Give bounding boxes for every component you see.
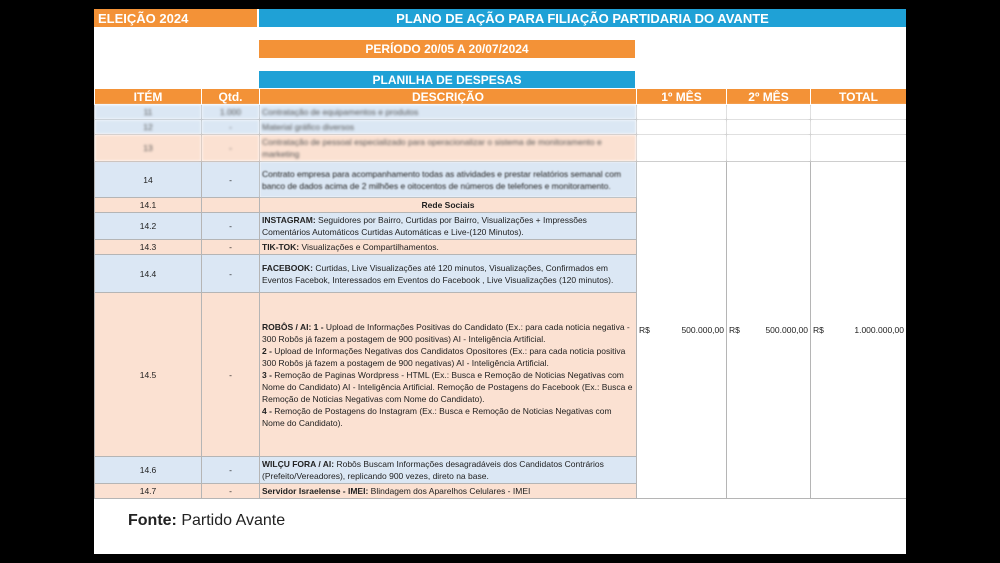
cell-item: 14.6: [95, 457, 202, 484]
desc-label: INSTAGRAM:: [262, 215, 316, 225]
cell-desc: [260, 484, 637, 499]
cell-item: 14.2: [95, 213, 202, 240]
cell-month1: [637, 162, 727, 499]
table-row: [95, 105, 907, 120]
cell-desc: Contratação de pessoal especializado para operacionalizar o sistema de monitoramento e marketing: [260, 135, 637, 162]
cell-desc: [260, 240, 637, 255]
desc-label: WILÇU FORA / AI:: [262, 459, 335, 469]
month1-value: 500.000,00: [681, 325, 724, 335]
currency-symbol: R$: [813, 325, 824, 335]
desc-paragraph-4: [262, 405, 634, 429]
cell-qty: 1.000: [202, 105, 260, 120]
cell-item: 14.1: [95, 198, 202, 213]
desc-paragraph-2: [262, 345, 634, 369]
source-label: Fonte:: [128, 512, 177, 529]
cell-item: 14.3: [95, 240, 202, 255]
cell-desc: Material gráfico diversos: [260, 120, 637, 135]
cell-desc: Contratação de equipamentos e produtos: [260, 105, 637, 120]
col-month2: 2º MÊS: [727, 89, 811, 105]
cell-item: 14.7: [95, 484, 202, 499]
expenses-table: [94, 88, 906, 499]
desc-label: Servidor Israelense - IMEI:: [262, 486, 369, 496]
col-month1: 1º MÊS: [637, 89, 727, 105]
cell-qty: -: [202, 120, 260, 135]
col-description: DESCRIÇÃO: [260, 89, 637, 105]
cell-month1: [637, 105, 727, 120]
table-row: [95, 120, 907, 135]
cell-item: 13: [95, 135, 202, 162]
spreadsheet-document: [94, 9, 906, 554]
source-caption: [128, 512, 285, 530]
currency-symbol: R$: [639, 325, 650, 335]
desc-label: FACEBOOK:: [262, 262, 313, 273]
cell-month2: [727, 105, 811, 120]
cell-total: [811, 105, 907, 120]
cell-qty: -: [202, 135, 260, 162]
desc-text: Robôs Buscam Informações desagradáveis dos Candidatos Contrários (Prefeito/Vereadores), replicando 900 vezes, direto na base.: [262, 459, 604, 481]
cell-qty: [202, 198, 260, 213]
desc-text: Blindagem dos Aparelhos Celulares - IMEI: [368, 486, 531, 496]
cell-desc: [260, 213, 637, 240]
election-title: ELEIÇÃO 2024: [94, 9, 257, 27]
cell-total: [811, 135, 907, 162]
cell-desc: Rede Sociais: [260, 198, 637, 213]
cell-item: 14.4: [95, 255, 202, 293]
desc-text: Visualizações e Compartilhamentos.: [299, 242, 439, 252]
desc-text: Curtidas, Live Visualizações até 120 minutos, Visualizações, Confirmados em Eventos Facebok, Interessados em Eventos do Facebook , Live Visualizações (120 minutos).: [262, 262, 614, 285]
sheet-title: PLANILHA DE DESPESAS: [259, 71, 635, 89]
cell-total: [811, 120, 907, 135]
cell-item: 12: [95, 120, 202, 135]
month2-value: 500.000,00: [765, 325, 808, 335]
cell-desc: [260, 457, 637, 484]
desc-label: 3 -: [262, 369, 272, 380]
cell-item: 11: [95, 105, 202, 120]
plan-title: PLANO DE AÇÃO PARA FILIAÇÃO PARTIDARIA DO AVANTE: [259, 9, 906, 27]
desc-label: 4 -: [262, 405, 272, 416]
cell-month2: [727, 120, 811, 135]
desc-label: 2 -: [262, 345, 272, 356]
cell-qty: -: [202, 162, 260, 198]
desc-label: ROBÔS / AI: 1 -: [262, 321, 324, 332]
desc-text: Upload de Informações Positivas do Candidato (Ex.: para cada noticia negativa - 300 Robôs já fazem a postagem de 900 positivas) AI - Inteligência Artificial.: [262, 321, 630, 344]
table-header-row: [95, 89, 907, 105]
cell-item: 14.5: [95, 293, 202, 457]
currency-symbol: R$: [729, 325, 740, 335]
desc-paragraph-1: [262, 321, 634, 345]
total-value: 1.000.000,00: [854, 325, 904, 335]
col-qty: Qtd.: [202, 89, 260, 105]
col-item: ITÉM: [95, 89, 202, 105]
cell-qty: -: [202, 457, 260, 484]
cell-item: 14: [95, 162, 202, 198]
table-row-14: [95, 162, 907, 198]
source-text: Partido Avante: [176, 512, 286, 529]
col-total: TOTAL: [811, 89, 907, 105]
cell-total: [811, 162, 907, 499]
desc-text: Upload de Informações Negativas dos Candidatos Opositores (Ex.: para cada noticia positiva 300 Robôs já fazem a postagem de 900 negativas) AI - Inteligência Artificial.: [262, 345, 626, 368]
cell-month1: [637, 135, 727, 162]
cell-qty: -: [202, 213, 260, 240]
cell-qty: -: [202, 484, 260, 499]
table-row: [95, 135, 907, 162]
cell-month2: [727, 135, 811, 162]
desc-text: Seguidores por Bairro, Curtidas por Bairro, Visualizações + Impressões Comentários Automáticos Curtidas Automáticas e Live-(120 Minutos).: [262, 215, 587, 237]
cell-qty: -: [202, 293, 260, 457]
cell-qty: -: [202, 240, 260, 255]
cell-desc: [260, 255, 637, 293]
cell-qty: -: [202, 255, 260, 293]
desc-label: TIK-TOK:: [262, 242, 300, 252]
period-label: PERÍODO 20/05 A 20/07/2024: [259, 40, 635, 58]
desc-text: Remoção de Postagens do Instagram (Ex.: Busca e Remoção de Noticias Negativas com Nome do Candidato).: [262, 405, 612, 428]
cell-month2: [727, 162, 811, 499]
cell-month1: [637, 120, 727, 135]
cell-desc: [260, 293, 637, 457]
desc-paragraph-3: [262, 369, 634, 405]
cell-desc: Contrato empresa para acompanhamento todas as atividades e prestar relatórios semanal com banco de dados acima de 2 milhões e oitocentos de números de telefones e monitoramento.: [260, 162, 637, 198]
desc-text: Remoção de Paginas Wordpress - HTML (Ex.: Busca e Remoção de Noticias Negativas com Nome do Candidato) AI - Inteligência Artificial. Remoção de Postagens do Facebook (Ex.: Busca e Remoção de Noticias Negativas com Nome do Candidato).: [262, 369, 633, 404]
